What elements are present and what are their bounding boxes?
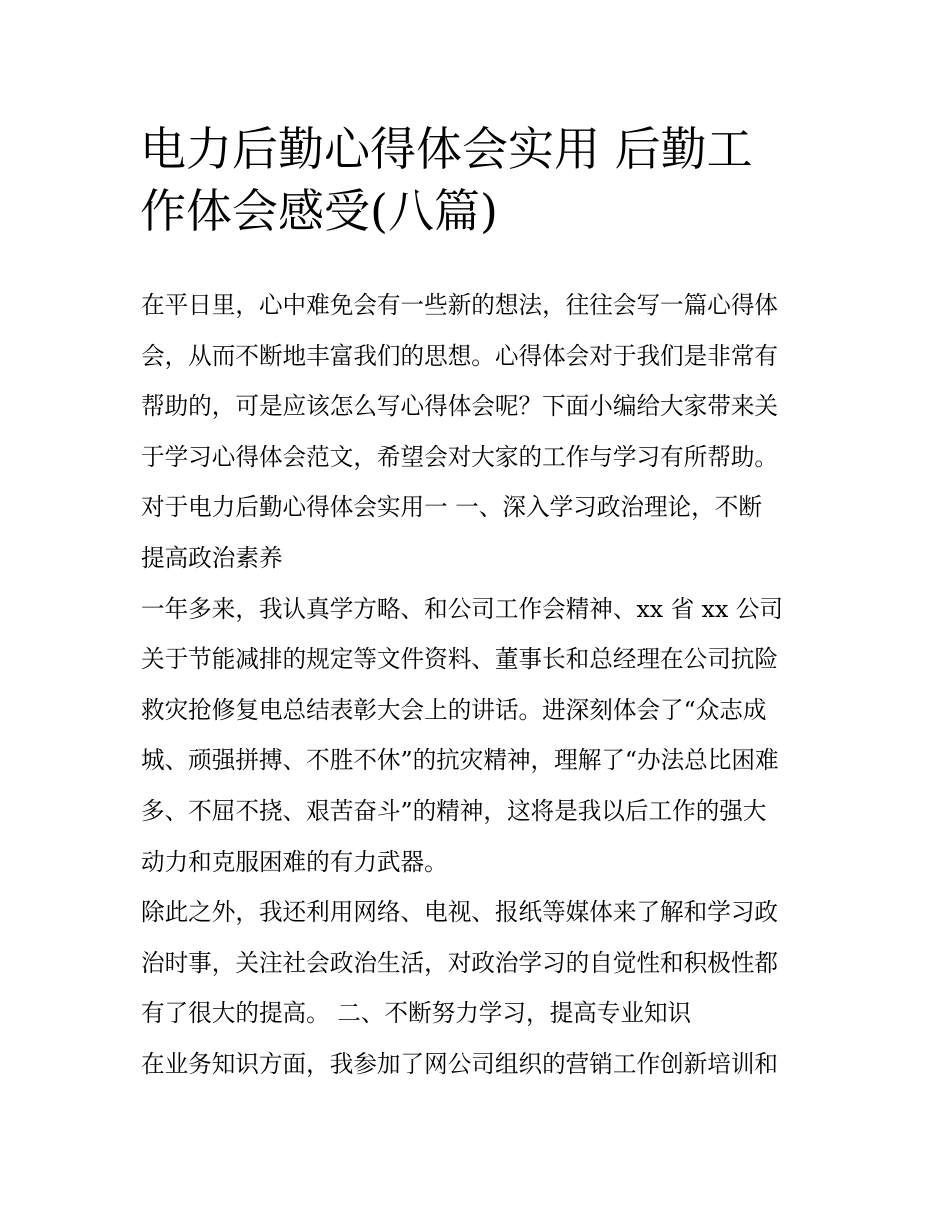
body-line-16: 在业务知识方面，我参加了网公司组织的营销工作创新培训和 bbox=[141, 1049, 779, 1078]
body-line-13: 除此之外，我还利用网络、电视、报纸等媒体来了解和学习政 bbox=[141, 898, 779, 927]
body-line-4: 于学习心得体会范文，希望会对大家的工作与学习有所帮助。 bbox=[141, 442, 779, 471]
body-line-3: 帮助的，可是应该怎么写心得体会呢？下面小编给大家带来关 bbox=[141, 392, 779, 421]
body-line-1: 在平日里，心中难免会有一些新的想法，往往会写一篇心得体 bbox=[141, 291, 779, 319]
body-line-14: 治时事，关注社会政治生活，对政治学习的自觉性和积极性都 bbox=[141, 948, 779, 977]
title-line-1: 电力后勤心得体会实用 后勤工 bbox=[140, 122, 753, 176]
body-line-7: 一年多来，我认真学方略、和公司工作会精神、xx 省 xx 公司 bbox=[141, 594, 783, 623]
document-title bbox=[140, 118, 820, 242]
body-line-6: 提高政治素养 bbox=[141, 543, 283, 572]
body-line-12: 动力和克服困难的有力武器。 bbox=[141, 847, 448, 876]
body-line-5: 对于电力后勤心得体会实用一 一、深入学习政治理论，不断 bbox=[141, 493, 762, 522]
body-line-10: 城、顽强拼搏、不胜不休”的抗灾精神，理解了“办法总比困难 bbox=[141, 746, 779, 775]
document-body bbox=[141, 280, 831, 1090]
body-line-8: 关于节能减排的规定等文件资料、董事长和总经理在公司抗险 bbox=[141, 645, 779, 674]
body-line-9: 救灾抢修复电总结表彰大会上的讲话。进深刻体会了“众志成 bbox=[141, 695, 767, 724]
title-line-2: 作体会感受(八篇) bbox=[140, 184, 498, 238]
body-line-11: 多、不屈不挠、艰苦奋斗”的精神，这将是我以后工作的强大 bbox=[141, 796, 767, 825]
body-line-15: 有了很大的提高。 二、不断努力学习，提高专业知识 bbox=[141, 999, 692, 1028]
body-line-2: 会，从而不断地丰富我们的思想。心得体会对于我们是非常有 bbox=[141, 341, 779, 370]
